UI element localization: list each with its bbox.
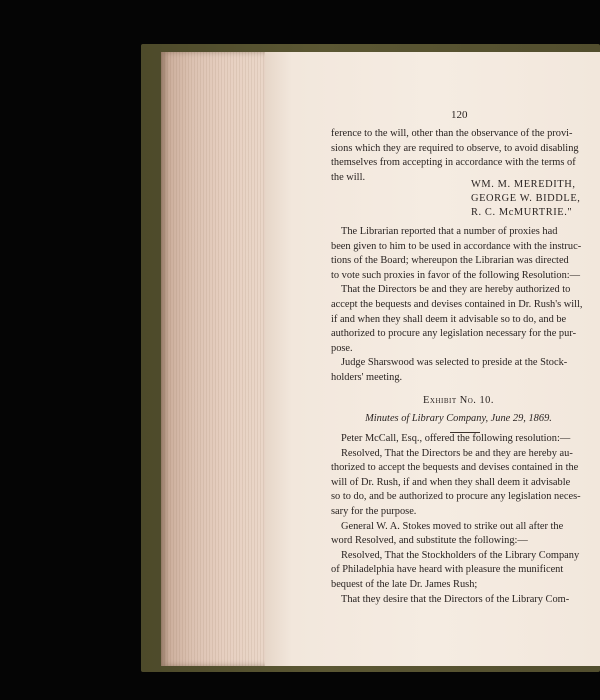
text-line: General W. A. Stokes moved to strike out all after the bbox=[341, 520, 564, 532]
signatory-3: R. C. McMURTRIE." bbox=[471, 207, 573, 218]
text-line: accept the bequests and devises contained in Dr. Rush's will, bbox=[331, 298, 583, 310]
book-page bbox=[265, 52, 600, 666]
paragraph-3 bbox=[331, 432, 586, 607]
signatory-1: WM. M. MEREDITH, bbox=[471, 179, 576, 190]
text-line: sary for the purpose. bbox=[331, 505, 417, 517]
text-line: ference to the will, other than the observance of the provi- bbox=[331, 128, 573, 139]
text-line: tions of the Board; whereupon the Librarian was directed bbox=[331, 255, 569, 267]
text-line: Peter McCall, Esq., offered the following resolution:— bbox=[341, 433, 571, 444]
text-line: word Resolved, and substitute the following:— bbox=[331, 535, 528, 547]
text-line: if and when they shall deem it advisable so to do, and be bbox=[331, 313, 567, 325]
text-line: of Philadelphia have heard with pleasure the munificent bbox=[331, 564, 564, 576]
text-line: to vote such proxies in favor of the following Resolution:— bbox=[331, 269, 581, 281]
text-line: the will. bbox=[331, 171, 366, 183]
text-line: thorized to accept the bequests and devises contained in the bbox=[331, 462, 579, 474]
exhibit-subheading-text: Minutes of Library Company, June 29, 1869. bbox=[365, 413, 552, 424]
text-line: bequest of the late Dr. James Rush; bbox=[331, 578, 478, 590]
text-line: That the Directors be and they are hereby authorized to bbox=[341, 284, 571, 296]
page-edges bbox=[161, 52, 265, 666]
signatory-2: GEORGE W. BIDDLE, bbox=[471, 193, 581, 204]
text-line: That they desire that the Directors of the Library Com- bbox=[341, 593, 570, 605]
text-line: Resolved, That the Stockholders of the Library Company bbox=[341, 549, 580, 561]
text-line: holders' meeting. bbox=[331, 371, 403, 383]
text-line: Resolved, That the Directors be and they are hereby au- bbox=[341, 447, 573, 459]
text-line: been given to him to be used in accordance with the instruc- bbox=[331, 240, 582, 252]
text-line: so to do, and be authorized to procure any legislation neces- bbox=[331, 491, 581, 503]
text-line: will of Dr. Rush, if and when they shall deem it advisable bbox=[331, 476, 571, 488]
paragraph-2 bbox=[331, 225, 586, 386]
text-line: authorized to procure any legislation necessary for the pur- bbox=[331, 328, 577, 340]
paragraph-1 bbox=[331, 127, 586, 185]
text-line: The Librarian reported that a number of proxies had bbox=[341, 226, 558, 237]
page-number: 120 bbox=[451, 109, 468, 121]
exhibit-subheading bbox=[331, 413, 586, 424]
exhibit-heading: Exhibit No. 10. bbox=[423, 395, 494, 406]
text-line: sions which they are required to observe, to avoid disabling bbox=[331, 142, 579, 154]
text-line: themselves from accepting in accordance with the terms of bbox=[331, 157, 576, 169]
text-line: pose. bbox=[331, 342, 353, 354]
text-line: Judge Sharswood was selected to preside at the Stock- bbox=[341, 357, 568, 369]
